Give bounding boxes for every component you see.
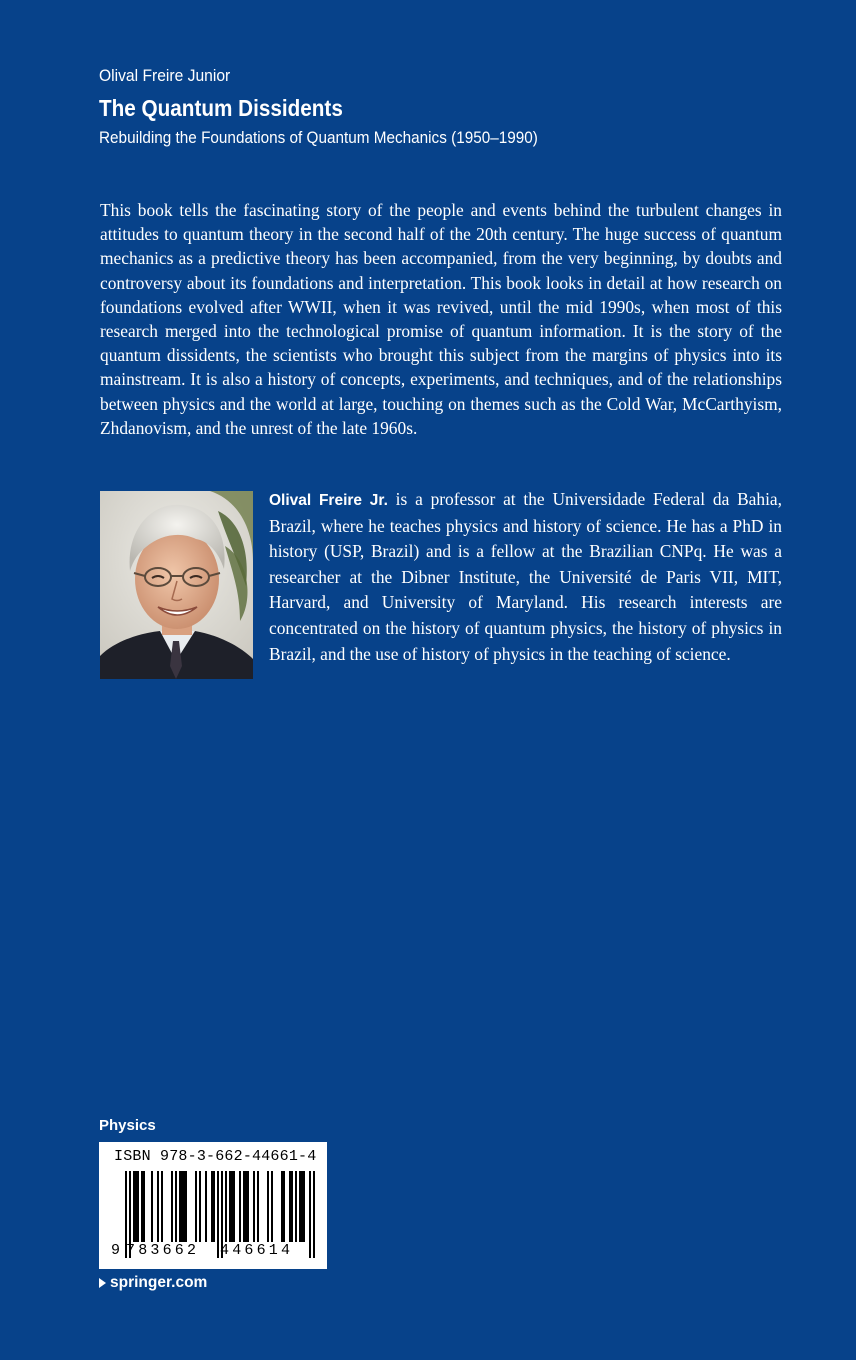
barcode-digits-group2: 446614 (220, 1242, 294, 1259)
barcode-bar (247, 1171, 249, 1242)
barcode-guard-bar (309, 1171, 311, 1258)
barcode-bar (199, 1171, 201, 1242)
barcode-bar (301, 1171, 303, 1242)
barcode-bar (289, 1171, 291, 1242)
barcode-bar (135, 1171, 137, 1242)
barcode-bar (243, 1171, 245, 1242)
springer-link-text[interactable]: springer.com (110, 1274, 208, 1291)
subject-category: Physics (99, 1117, 156, 1134)
barcode-bar (205, 1171, 207, 1242)
barcode-bar (229, 1171, 231, 1242)
cover-header (99, 64, 799, 150)
barcode-bar (233, 1171, 235, 1242)
barcode-bar (239, 1171, 241, 1242)
author-bio-name: Olival Freire Jr. (269, 492, 388, 509)
barcode-bar (179, 1171, 181, 1242)
barcode-bar (257, 1171, 259, 1242)
barcode-bar (245, 1171, 247, 1242)
barcode-bar (295, 1171, 297, 1242)
barcode-bar (157, 1171, 159, 1242)
barcode-bar (299, 1171, 301, 1242)
barcode-bar (137, 1171, 139, 1242)
barcode-bar (283, 1171, 285, 1242)
barcode-bar (253, 1171, 255, 1242)
barcode-bar (281, 1171, 283, 1242)
author-photo (100, 491, 253, 679)
author-bio (269, 487, 782, 667)
barcode-bar (185, 1171, 187, 1242)
barcode-bar (183, 1171, 185, 1242)
barcode-bar (133, 1171, 135, 1242)
author-bio-text: is a professor at the Universidade Federal da Bahia, Brazil, where he teaches physics and history of science. He has a PhD in history (USP, Brazil) and is a fellow at the Brazilian CNPq. He was a researcher at the Dibner Institute, the Université de Paris VII, MIT, Harvard, and University of Maryland. His research interests are concentrated on the history of quantum physics, the history of physics in Brazil, and the use of history of physics in the teaching of science. (269, 489, 782, 664)
barcode-bar (195, 1171, 197, 1242)
barcode-bar (181, 1171, 183, 1242)
isbn-barcode (99, 1142, 327, 1269)
barcode-bar (267, 1171, 269, 1242)
barcode-bar (141, 1171, 143, 1242)
barcode-bar (171, 1171, 173, 1242)
barcode-guard-bar (313, 1171, 315, 1258)
barcode-digit-first: 9 (111, 1242, 121, 1259)
author-name: Olival Freire Junior (99, 66, 231, 85)
isbn-label: ISBN 978-3-662-44661-4 (114, 1148, 317, 1165)
barcode-bar (271, 1171, 273, 1242)
barcode-bar (161, 1171, 163, 1242)
barcode-bar (151, 1171, 153, 1242)
barcode-bar (143, 1171, 145, 1242)
book-subtitle: Rebuilding the Foundations of Quantum Mechanics (1950–1990) (99, 128, 538, 147)
barcode-bar (213, 1171, 215, 1242)
barcode-bar (175, 1171, 177, 1242)
barcode-digits-group1: 783662 (126, 1242, 200, 1259)
barcode-guard-bar (217, 1171, 219, 1258)
triangle-right-icon (99, 1278, 106, 1288)
book-description: This book tells the fascinating story of the people and events behind the turbulent changes in attitudes to quantum theory in the second half of the 20th century. The huge success of quantum mechanics as a predictive theory has been accompanied, from the very beginning, by doubts and controversy about its foundations and interpretation. This book looks in detail at how research on foundations evolved after WWII, when it was revived, until the mid 1990s, when most of this research merged into the technological promise of quantum information. It is the story of the quantum dissidents, the scientists who brought this subject from the margins of physics into its mainstream. It is also a history of concepts, experiments, and techniques, and of the relationships between physics and the world at large, touching on themes such as the Cold War, McCarthyism, Zhdanovism, and the unrest of the late 1960s. (100, 200, 782, 438)
barcode-bar (211, 1171, 213, 1242)
springer-link[interactable] (99, 1272, 207, 1294)
barcode-bar (231, 1171, 233, 1242)
barcode-bar (225, 1171, 227, 1242)
book-title: The Quantum Dissidents (99, 95, 343, 121)
barcode-bar (303, 1171, 305, 1242)
barcode-bar (291, 1171, 293, 1242)
